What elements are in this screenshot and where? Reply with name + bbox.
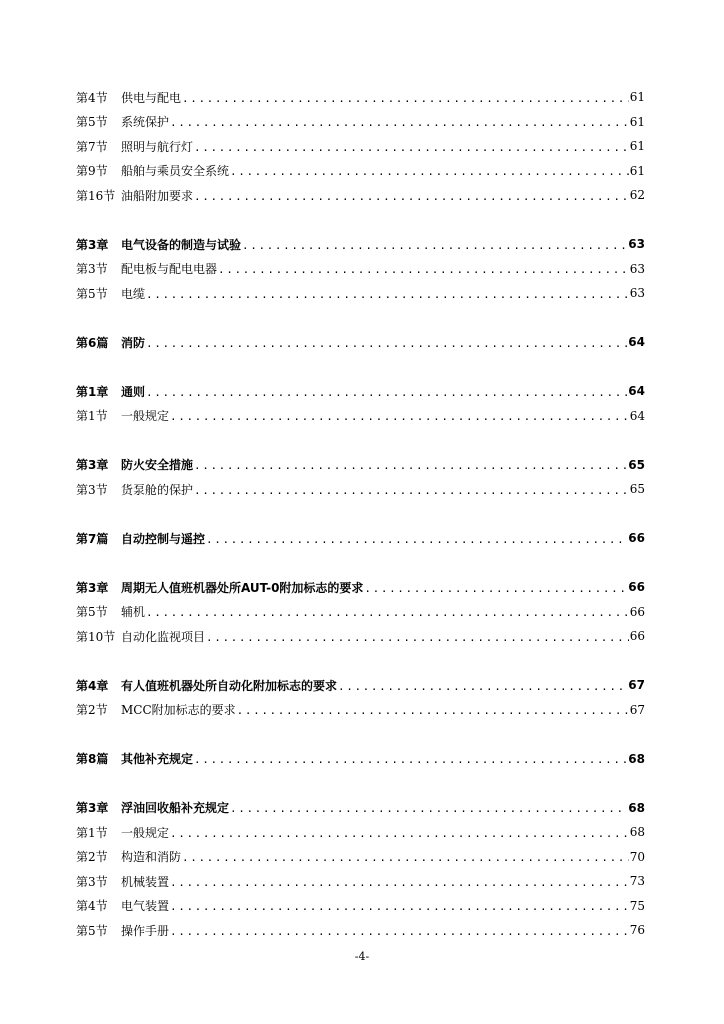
toc-entry-label: 第5节 — [76, 923, 108, 938]
toc-entry-label: 第5节 — [76, 115, 108, 130]
toc-entry-title: 机械装置 — [121, 874, 170, 889]
toc-entry-page: 73 — [629, 874, 645, 889]
toc-entry[interactable] — [76, 134, 645, 159]
dot-leader — [206, 632, 629, 649]
dot-leader — [206, 534, 627, 551]
toc-entry-title: 构造和消防 — [121, 850, 182, 865]
toc-entry-title: 船舶与乘员安全系统 — [121, 164, 230, 179]
toc-entry-page: 66 — [629, 629, 645, 644]
toc-entry-page: 76 — [629, 923, 645, 938]
toc-entry-label: 第4节 — [76, 899, 108, 914]
toc-entry-page: 61 — [629, 90, 645, 105]
toc-entry-title: 自动控制与遥控 — [121, 531, 206, 546]
toc-entry-title: 周期无人值班机器处所AUT-0附加标志的要求 — [121, 580, 364, 595]
toc-entry-label: 第7篇 — [76, 531, 109, 546]
dot-leader — [146, 338, 627, 355]
dot-leader — [194, 142, 629, 159]
toc-entry-page: 63 — [629, 286, 645, 301]
dot-leader — [338, 681, 627, 698]
dot-leader — [146, 289, 629, 306]
toc-entry-label: 第4章 — [76, 678, 109, 693]
table-of-contents — [76, 85, 645, 943]
toc-entry[interactable] — [76, 453, 645, 478]
toc-entry-label: 第1章 — [76, 384, 109, 399]
toc-entry[interactable] — [76, 183, 645, 208]
toc-entry[interactable] — [76, 477, 645, 502]
dot-leader — [194, 485, 629, 502]
toc-entry[interactable] — [76, 330, 645, 355]
toc-entry-title: 照明与航行灯 — [121, 139, 194, 154]
toc-entry-label: 第16节 — [76, 188, 116, 203]
toc-entry[interactable] — [76, 869, 645, 894]
toc-entry[interactable] — [76, 600, 645, 625]
toc-entry-label: 第3节 — [76, 482, 108, 497]
dot-leader — [170, 117, 629, 134]
toc-entry[interactable] — [76, 820, 645, 845]
toc-entry-page: 61 — [629, 114, 645, 129]
toc-entry[interactable] — [76, 918, 645, 943]
toc-entry-title: 消防 — [121, 335, 146, 350]
toc-entry-label: 第4节 — [76, 90, 108, 105]
toc-entry-page: 67 — [628, 678, 645, 693]
toc-entry[interactable] — [76, 575, 645, 600]
toc-entry-page: 64 — [629, 408, 645, 423]
toc-entry-page: 70 — [629, 849, 645, 864]
toc-entry-title: 系统保护 — [121, 115, 170, 130]
toc-entry-label: 第8篇 — [76, 752, 109, 767]
toc-entry-title: 电气装置 — [121, 899, 170, 914]
dot-leader — [218, 264, 629, 281]
toc-entry-title: 油船附加要求 — [121, 188, 194, 203]
toc-entry[interactable] — [76, 894, 645, 919]
toc-entry-page: 65 — [629, 482, 645, 497]
toc-entry-label: 第3节 — [76, 262, 108, 277]
toc-entry[interactable] — [76, 624, 645, 649]
toc-entry-label: 第9节 — [76, 164, 108, 179]
toc-entry-page: 66 — [628, 531, 645, 546]
toc-entry[interactable] — [76, 526, 645, 551]
toc-entry-title: 一般规定 — [121, 409, 170, 424]
toc-entry-label: 第2节 — [76, 850, 108, 865]
dot-leader — [146, 387, 627, 404]
toc-entry-label: 第1节 — [76, 825, 108, 840]
toc-entry-title: 浮油回收船补充规定 — [121, 801, 230, 816]
toc-entry-label: 第3章 — [76, 458, 109, 473]
toc-entry-page: 68 — [628, 751, 645, 766]
toc-entry[interactable] — [76, 796, 645, 821]
toc-entry-label: 第3章 — [76, 580, 109, 595]
toc-entry[interactable] — [76, 85, 645, 110]
toc-entry-label: 第2节 — [76, 703, 108, 718]
toc-entry-title: 一般规定 — [121, 825, 170, 840]
dot-leader — [194, 460, 627, 477]
toc-entry-page: 68 — [628, 800, 645, 815]
toc-entry-title: 电缆 — [121, 286, 146, 301]
toc-entry-page: 65 — [628, 457, 645, 472]
toc-entry-label: 第1节 — [76, 409, 108, 424]
dot-leader — [230, 166, 629, 183]
dot-leader — [230, 803, 627, 820]
dot-leader — [194, 191, 629, 208]
dot-leader — [170, 828, 629, 845]
toc-entry-page: 64 — [628, 384, 645, 399]
dot-leader — [170, 926, 629, 943]
toc-entry-label: 第3章 — [76, 801, 109, 816]
dot-leader — [194, 754, 627, 771]
toc-entry[interactable] — [76, 232, 645, 257]
dot-leader — [237, 705, 629, 722]
toc-entry-page: 61 — [629, 139, 645, 154]
toc-entry-page: 66 — [628, 580, 645, 595]
dot-leader — [170, 877, 629, 894]
toc-entry-page: 64 — [628, 335, 645, 350]
toc-entry-label: 第3节 — [76, 874, 108, 889]
toc-entry-label: 第5节 — [76, 286, 108, 301]
toc-entry-page: 75 — [629, 898, 645, 913]
toc-entry[interactable] — [76, 379, 645, 404]
toc-entry-page: 63 — [629, 261, 645, 276]
page-number: -4- — [354, 950, 370, 963]
toc-entry-title: 配电板与配电电器 — [121, 262, 218, 277]
toc-entry-title: 其他补充规定 — [121, 752, 194, 767]
toc-entry[interactable] — [76, 257, 645, 282]
dot-leader — [170, 901, 629, 918]
toc-entry-title: 自动化监视项目 — [121, 629, 206, 644]
toc-entry-label: 第3章 — [76, 237, 109, 252]
toc-entry-title: 电气设备的制造与试验 — [121, 237, 242, 252]
toc-entry-page: 61 — [629, 163, 645, 178]
toc-entry-label: 第7节 — [76, 139, 108, 154]
toc-entry[interactable] — [76, 698, 645, 723]
toc-entry[interactable] — [76, 281, 645, 306]
toc-entry-page: 67 — [629, 702, 645, 717]
toc-entry-title: 货泵舱的保护 — [121, 482, 194, 497]
toc-entry-page: 63 — [628, 237, 645, 252]
toc-entry-label: 第6篇 — [76, 335, 109, 350]
toc-entry-label: 第5节 — [76, 605, 108, 620]
toc-entry-label: 第10节 — [76, 629, 116, 644]
toc-entry-title: 有人值班机器处所自动化附加标志的要求 — [121, 678, 338, 693]
toc-entry-title: 供电与配电 — [121, 90, 182, 105]
toc-entry-title: MCC附加标志的要求 — [121, 703, 236, 718]
toc-entry[interactable] — [76, 673, 645, 698]
dot-leader — [170, 411, 629, 428]
toc-entry-page: 62 — [629, 188, 645, 203]
toc-entry[interactable] — [76, 110, 645, 135]
toc-entry[interactable] — [76, 159, 645, 184]
dot-leader — [182, 93, 629, 110]
dot-leader — [364, 583, 627, 600]
toc-entry-title: 防火安全措施 — [121, 458, 194, 473]
dot-leader — [146, 607, 629, 624]
toc-entry-title: 操作手册 — [121, 923, 170, 938]
toc-entry[interactable] — [76, 845, 645, 870]
toc-entry[interactable] — [76, 747, 645, 772]
dot-leader — [182, 852, 629, 869]
toc-entry-page: 66 — [629, 604, 645, 619]
toc-entry[interactable] — [76, 404, 645, 429]
toc-entry-title: 辅机 — [121, 605, 146, 620]
toc-entry-title: 通则 — [121, 384, 146, 399]
dot-leader — [242, 240, 627, 257]
toc-entry-page: 68 — [629, 825, 645, 840]
